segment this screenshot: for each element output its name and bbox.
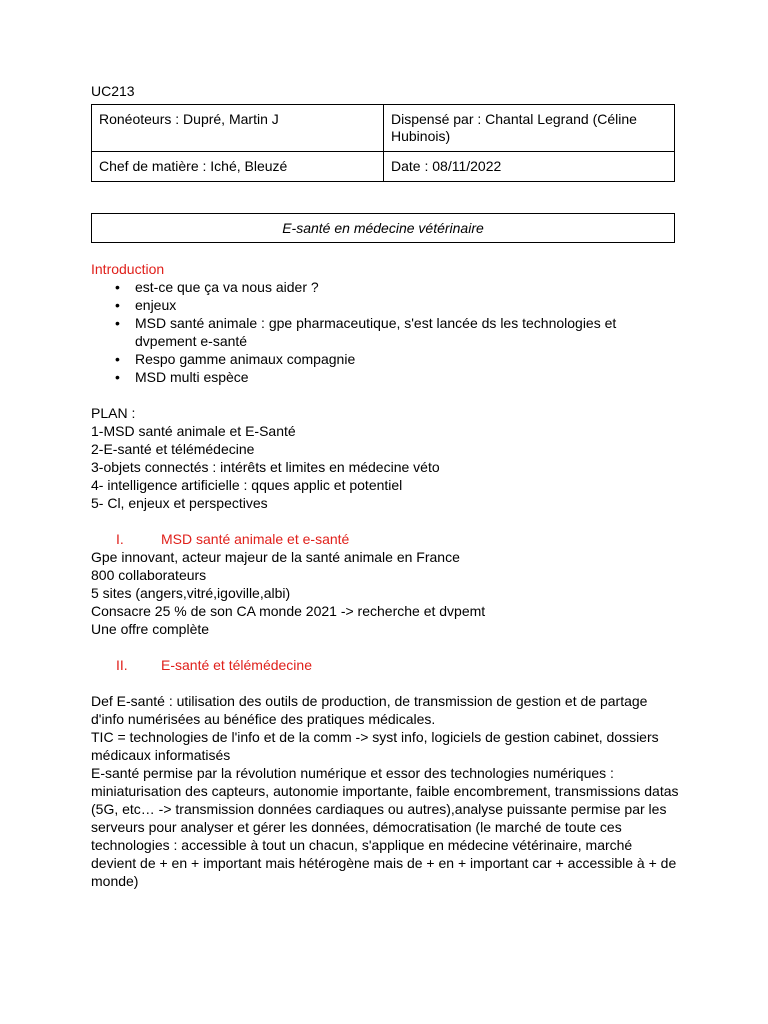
dispense-cell: Dispensé par : Chantal Legrand (Céline Hubinois) bbox=[384, 105, 675, 152]
section1-line: Consacre 25 % de son CA monde 2021 -> recherche et dvpemt bbox=[91, 603, 486, 619]
list-item: • MSD santé animale : gpe pharmaceutique, s'est lancée ds les technologies et dvpement e-santé bbox=[91, 314, 681, 350]
list-item: • enjeux bbox=[91, 296, 681, 314]
plan-item: 4- intelligence artificielle : qques applic et potentiel bbox=[91, 477, 403, 493]
section1-line: 5 sites (angers,vitré,igoville,albi) bbox=[91, 585, 291, 601]
list-item: • MSD multi espèce bbox=[91, 368, 681, 386]
section2-title: E-santé et télémédecine bbox=[161, 657, 312, 673]
plan-item: 1-MSD santé animale et E-Santé bbox=[91, 423, 296, 439]
section2-heading bbox=[91, 656, 681, 674]
roneoteurs-cell: Ronéoteurs : Dupré, Martin J bbox=[92, 105, 384, 152]
document-title: E-santé en médecine vétérinaire bbox=[91, 213, 675, 243]
section1-heading bbox=[91, 530, 681, 548]
section2-paragraph: Def E-santé : utilisation des outils de production, de transmission de gestion et de partage d'info numérisées au bénéfice des pratiques médicales. bbox=[91, 693, 648, 727]
document-body bbox=[91, 260, 681, 890]
intro-list bbox=[91, 278, 681, 386]
section1-number: I. bbox=[116, 531, 124, 547]
header-table bbox=[91, 104, 675, 182]
section1-line: Gpe innovant, acteur majeur de la santé animale en France bbox=[91, 549, 460, 565]
section1-line: 800 collaborateurs bbox=[91, 567, 207, 583]
section2-paragraph: TIC = technologies de l'info et de la comm -> syst info, logiciels de gestion cabinet, dossiers médicaux informatisés bbox=[91, 729, 659, 763]
section2-paragraph: E-santé permise par la révolution numérique et essor des technologies numériques : miniaturisation des capteurs, autonomie importante, faible encombrement, transmissions datas (5G, etc… -> transmission données cardiaques ou autres),analyse puissante permise par les serveurs pour analyser et gérer les données, démocratisation (le marché de toute ces technologies : accessible à tout un chacun, s'applique en médecine vétérinaire, marché devient de + en + important mais hétérogène mais de + en + important car + accessible à + de monde) bbox=[91, 765, 679, 889]
section2-number: II. bbox=[116, 657, 128, 673]
date-cell: Date : 08/11/2022 bbox=[384, 152, 675, 182]
course-code: UC213 bbox=[91, 83, 135, 99]
plan-item: 5- Cl, enjeux et perspectives bbox=[91, 495, 268, 511]
list-item: • Respo gamme animaux compagnie bbox=[91, 350, 681, 368]
chef-cell: Chef de matière : Iché, Bleuzé bbox=[92, 152, 384, 182]
section1-line: Une offre complète bbox=[91, 621, 210, 637]
intro-heading: Introduction bbox=[91, 261, 165, 277]
section1-title: MSD santé animale et e-santé bbox=[161, 531, 350, 547]
list-item: • est-ce que ça va nous aider ? bbox=[91, 278, 681, 296]
plan-item: 2-E-santé et télémédecine bbox=[91, 441, 255, 457]
plan-item: 3-objets connectés : intérêts et limites en médecine véto bbox=[91, 459, 440, 475]
plan-heading: PLAN : bbox=[91, 405, 136, 421]
